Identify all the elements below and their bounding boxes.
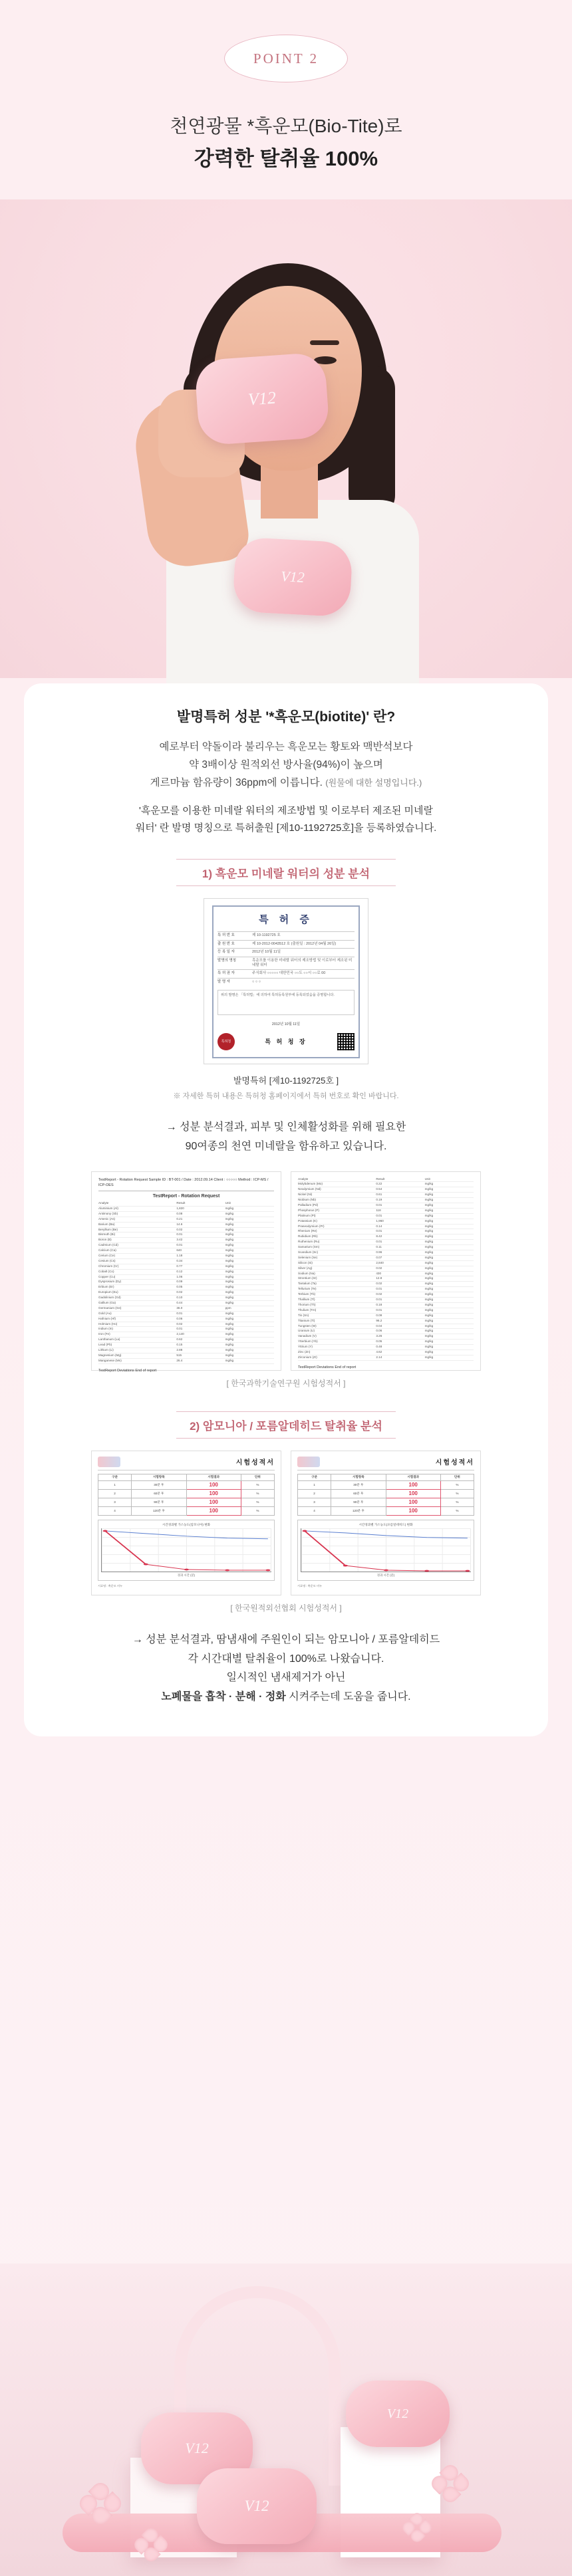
soap-logo-text: V12 [185,2440,209,2456]
soap-logo-text: V12 [247,388,277,410]
table-row: Tin (Sn) 0.09 mg/kg [298,1314,474,1319]
highlight-rate: 100 [186,1489,241,1498]
certificate-wrap [51,898,521,1064]
table-row: Palladium (Pd) 0.01 mg/kg [298,1203,474,1209]
table-row: Dysprosium (Dy) 0.09 mg/kg [98,1280,274,1285]
table-row: Uranium (U) 0.06 mg/kg [298,1329,474,1334]
chart-svg [102,1528,271,1572]
table-row: Strontium (Sr) 12.8 mg/kg [298,1276,474,1282]
certificate-date: 2012년 10월 11일 [271,1022,301,1027]
section-1-title: 1) 흑운모 미네랄 워터의 성분 분석 [176,859,396,886]
table-row: Platinum (Pt) 0.01 mg/kg [298,1214,474,1219]
table-row: Gold (Au) 0.01 mg/kg [98,1312,274,1317]
certificate-title: 특 허 증 [259,914,313,926]
table-row: Niobium (Nb) 0.19 mg/kg [298,1198,474,1203]
table-row: Beryllium (Be) 0.02 mg/kg [98,1228,274,1233]
table-row: Titanium (Ti) 96.2 mg/kg [298,1319,474,1324]
chart-plot-area [101,1528,271,1572]
certificate-caption: 발명특허 [제10-1192725호 ] [233,1075,339,1086]
certificate-row [217,978,355,986]
highlight-rate: 100 [386,1498,440,1506]
certificate-row [217,969,355,977]
lab-report-caption: [ 한국과학기술연구원 시험성적서 ] [226,1378,346,1388]
table-row: Phosphorus (P) 118 mg/kg [298,1209,474,1214]
table-row: Bismuth (Bi) 0.01 mg/kg [98,1232,274,1238]
table-row: Tantalum (Ta) 0.02 mg/kg [298,1282,474,1287]
report-header-row [298,1177,474,1183]
report-rows-right [298,1177,474,1361]
soap-logo-text: V12 [280,568,305,586]
table-row: Praseodymium (Pr) 0.14 mg/kg [298,1225,474,1230]
table-row: Sodium (Na) 430 mg/kg [298,1272,474,1277]
section-1-conclusion-line-2: 90여종의 천연 미네랄을 함유하고 있습니다. [185,1140,387,1152]
certificate-row [217,940,355,948]
table-row: Yttrium (Y) 0.48 mg/kg [298,1345,474,1350]
report-rows-left [98,1201,274,1364]
lab-report-left [91,1171,281,1371]
certificate-row-value: 주식회사 ○○○○○ 대한민국 ○○도 ○○시 ○○로 00 [252,971,326,976]
card-title: 발명특허 성분 '*흑운모(biotite)' 란? [176,709,396,725]
highlight-rate: 100 [386,1480,440,1489]
test-report-caption: [ 한국원적외선협회 시험성적서 ] [230,1603,342,1613]
test-report-notes [98,1584,275,1588]
patent-certificate [204,898,368,1064]
table-row: Indium (In) 0.01 mg/kg [98,1327,274,1332]
col-analyte: Analyte [98,1201,109,1205]
table-row: Zinc (Zn) 4.62 mg/kg [298,1350,474,1355]
table-row: 3 90분 후 100 % [298,1498,474,1506]
hero-model-photo [0,199,572,678]
certificate-row-key: 특 허 번 호 [217,933,235,938]
test-report-ammonia [91,1451,281,1595]
col-analyte: Analyte [298,1177,309,1181]
page-title [0,112,572,175]
table-row: 1 30분 후 100 % [298,1480,474,1489]
col-unit: Unit [424,1177,430,1181]
report-header-row [98,1201,274,1207]
conclusion-line-4 [51,1688,521,1707]
headline-line-1: 천연광물 *흑운모(Bio-Tite)로 [170,116,402,136]
table-row: Vanadium (V) 3.26 mg/kg [298,1334,474,1340]
table-row: Thulium (Tm) 0.01 mg/kg [298,1308,474,1314]
table-row: Chromium (Cr) 0.77 mg/kg [98,1264,274,1270]
table-row: Gallium (Ga) 0.44 mg/kg [98,1301,274,1306]
table-row: Copper (Cu) 1.06 mg/kg [98,1275,274,1280]
info-card [24,683,548,1736]
card-body-note: (원물에 대한 설명입니다.) [325,778,422,788]
table-header-row: 구분 시험항목 시험결과 단위 [98,1474,275,1480]
lab-report-right [291,1171,481,1371]
highlight-rate: 100 [386,1506,440,1515]
certificate-row-value: 2012년 10월 11일 [252,950,281,955]
deodorization-test-pair [51,1451,521,1595]
table-row: Selenium (Se) 0.07 mg/kg [298,1256,474,1261]
cherry-blossom-icon [134,2528,168,2561]
certificate-stamp-row [217,1033,355,1050]
table-row: Scandium (Sc) 0.96 mg/kg [298,1250,474,1256]
table-row: Cobalt (Co) 0.12 mg/kg [98,1270,274,1275]
certificate-row [217,931,355,939]
certificate-row [217,948,355,956]
table-row: Barium (Ba) 14.6 mg/kg [98,1223,274,1228]
table-row: Lithium (Li) 2.88 mg/kg [98,1348,274,1353]
col-result: Result [376,1177,385,1181]
table-row: Boron (B) 3.42 mg/kg [98,1238,274,1243]
chart-ammonia [98,1520,275,1581]
section-1-conclusion-line-1: → 성분 분석결과, 피부 및 인체활성화를 위해 필요한 [166,1121,406,1133]
conclusion-line-3: 일시적인 냄새제거가 아닌 [226,1672,346,1684]
note-subject: 시료명 : 흑운모 비누 [297,1583,323,1587]
table-row: Arsenic (As) 0.21 mg/kg [98,1217,274,1223]
table-row: Europium (Eu) 0.02 mg/kg [98,1290,274,1296]
table-row: Tellurium (Te) 0.01 mg/kg [298,1287,474,1292]
table-row: Nickel (Ni) 0.61 mg/kg [298,1193,474,1198]
table-row: Samarium (Sm) 0.11 mg/kg [298,1245,474,1250]
table-row: Erbium (Er) 0.05 mg/kg [98,1285,274,1290]
table-row: Neodymium (Nd) 0.54 mg/kg [298,1187,474,1193]
soap-logo-text: V12 [244,2498,269,2514]
highlight-rate: 100 [386,1489,440,1498]
chart-title: 시간경과별 가스농도(포름알데히드) 변화 [358,1522,413,1526]
test-report-formaldehyde [291,1451,481,1595]
test-report-header [297,1457,474,1470]
chart-svg [301,1528,471,1572]
table-row: Potassium (K) 1,960 mg/kg [298,1219,474,1225]
test-report-header [98,1457,275,1470]
chart-x-axis-label: 경과 시간 (분) [376,1573,395,1577]
table-row: Ytterbium (Yb) 0.05 mg/kg [298,1340,474,1345]
test-report-notes [297,1584,474,1588]
model-eyebrow [310,340,339,345]
patent-line-2: 워터' 란 발명 명칭으로 특허출원 [제10-1192725호]을 등록하였습니다. [135,822,437,834]
table-row: 1 30분 후 100 % [98,1480,275,1489]
table-row: 2 60분 후 100 % [298,1489,474,1498]
table-row: Holmium (Ho) 0.02 mg/kg [98,1322,274,1328]
conclusion-line-2: 각 시간대별 탈취율이 100%로 나왔습니다. [188,1653,384,1665]
test-result-table-ammonia [98,1474,275,1516]
table-row: 4 120분 후 100 % [298,1506,474,1515]
association-logo-icon [297,1457,320,1467]
table-row: Silver (Ag) 0.02 mg/kg [298,1266,474,1272]
table-row: Manganese (Mn) 26.4 mg/kg [98,1359,274,1364]
product-showcase [0,2264,572,2576]
conclusion-strong: 노폐물을 흡착 · 분해 · 정화 [161,1691,286,1703]
certificate-body-text: 위의 발명은 「특허법」에 의하여 특허등록원부에 등록되었음을 증명합니다. [217,990,355,1015]
table-row: Silicon (Si) 2,840 mg/kg [298,1261,474,1266]
association-logo-icon [98,1457,120,1467]
table-row: Antimony (Sb) 0.08 mg/kg [98,1212,274,1217]
card-body-line-3: 게르마늄 함유량이 36ppm에 이릅니다. [150,777,323,789]
table-row: 4 120분 후 100 % [98,1506,275,1515]
highlight-rate: 100 [186,1480,241,1489]
certificate-row-value: ○ ○ ○ [252,979,261,984]
card-body-line-1: 예로부터 약돌이라 불리우는 흑운모는 황토와 맥반석보다 [159,741,413,753]
col-unit: Unit [225,1201,231,1205]
chart-plot-area [301,1528,471,1572]
card-body-line-2: 약 3배이상 원적외선 방사율(94%)이 높으며 [189,759,383,771]
table-row: 2 60분 후 100 % [98,1489,275,1498]
conclusion-rest: 시켜주는데 도움을 줍니다. [285,1691,411,1703]
table-row: Ruthenium (Ru) 0.01 mg/kg [298,1240,474,1245]
table-row: Gadolinium (Gd) 0.10 mg/kg [98,1296,274,1301]
certificate-row-value: 제 10-2012-0043512 호 (출원일 : 2012년 04월 26일) [252,941,337,946]
soap-bar-lower [232,536,353,617]
table-row: Lead (Pb) 0.15 mg/kg [98,1343,274,1348]
note-subject: 시료명 : 흑운모 비누 [98,1583,123,1587]
product-soap-front [197,2468,317,2544]
headline-line-2: 강력한 탈취율 100% [194,147,378,171]
report-title: TestReport - Rotation Request [152,1194,220,1199]
certificate-row-key: 출 원 번 호 [217,941,235,946]
table-row: Calcium (Ca) 640 mg/kg [98,1248,274,1254]
test-report-title: 시험성적서 [235,1459,275,1467]
table-row: Tungsten (W) 0.04 mg/kg [298,1324,474,1330]
chart-formaldehyde [297,1520,474,1581]
certificate-frame [212,905,360,1058]
certificate-row [217,957,355,970]
table-row: Magnesium (Mg) 515 mg/kg [98,1353,274,1359]
certificate-row-key: 등 록 일 자 [217,950,235,955]
soap-bar-in-hand [194,352,330,445]
highlight-rate: 100 [186,1506,241,1515]
certificate-row-key: 특 허 권 자 [217,971,235,976]
section-2-title: 2) 암모니아 / 포름알데히드 탈취율 분석 [176,1411,396,1439]
certificate-row-key: 발 명 자 [217,979,230,984]
report-head: TestReport - Rotation Request Sample ID : BT-001 / Date : 2012.09.14 Client : ○○○○○ Method : ICP-MS / ICP-OES [98,1177,274,1192]
official-seal-icon: 특허청 [217,1033,235,1050]
cherry-blossom-icon [402,2513,431,2541]
cherry-blossom-icon [80,2483,121,2524]
card-patent-text [51,802,521,836]
certificate-row-key: 발명의 명칭 [217,958,237,963]
card-body [51,738,521,792]
table-row: Cerium (Ce) 1.18 mg/kg [98,1254,274,1259]
product-soap-right [346,2381,450,2447]
table-row: Cadmium (Cd) 0.01 mg/kg [98,1243,274,1248]
table-row: Aluminium (Al) 1,820 mg/kg [98,1207,274,1212]
soap-logo-text: V12 [386,2406,409,2421]
table-row: Rubidium (Rb) 8.42 mg/kg [298,1234,474,1240]
patent-line-1: '흑운모를 이용한 미네랄 워터의 제조방법 및 이로부터 제조된 미네랄 [139,805,433,817]
table-row: Molybdenum (Mo) 0.22 mg/kg [298,1182,474,1187]
cherry-blossom-icon [432,2465,469,2502]
table-row: 3 90분 후 100 % [98,1498,275,1506]
chart-x-axis-label: 경과 시간 (분) [177,1573,196,1577]
section-2-conclusion [51,1631,521,1707]
qr-code-icon [337,1033,355,1050]
col-result: Result [176,1201,186,1205]
table-row: Terbium (Tb) 0.02 mg/kg [298,1292,474,1298]
conclusion-line-1: → 성분 분석결과, 땀냄새에 주원인이 되는 암모니아 / 포름알데히드 [132,1633,440,1645]
table-row: Thorium (Th) 0.18 mg/kg [298,1303,474,1308]
table-row: Hafnium (Hf) 0.06 mg/kg [98,1317,274,1322]
certificate-row-value: 흑운모를 이용한 미네랄 워터의 제조방법 및 이로부터 제조된 미네랄 워터 [252,958,353,968]
certificate-office: 특 허 청 장 [265,1038,307,1046]
lab-report-pair [51,1171,521,1371]
point-badge: POINT 2 [224,35,348,82]
table-row: Germanium (Ge) 36.0 ppm [98,1306,274,1312]
chart-title: 시간경과별 가스농도(암모니아) 변화 [162,1522,211,1526]
report-footer: TestReport Deviations End of report [98,1368,157,1373]
test-report-title: 시험성적서 [435,1459,474,1467]
table-header-row: 구분 시험항목 시험결과 단위 [298,1474,474,1480]
certificate-note: ※ 자세한 특허 내용은 특허청 홈페이지에서 특허 번호로 확인 바랍니다. [173,1092,399,1100]
report-footer: TestReport Deviations End of report [298,1365,357,1369]
table-row: Rhenium (Re) 0.01 mg/kg [298,1229,474,1234]
test-result-table-formaldehyde [297,1474,474,1516]
certificate-row-value: 제 10-1192725 호 [252,933,281,938]
table-row: Zirconium (Zr) 2.14 mg/kg [298,1355,474,1361]
section-1-conclusion [51,1118,521,1157]
table-row: Thallium (Tl) 0.01 mg/kg [298,1298,474,1303]
table-row: Lanthanum (La) 0.62 mg/kg [98,1338,274,1343]
highlight-rate: 100 [186,1498,241,1506]
table-row: Cesium (Cs) 0.34 mg/kg [98,1259,274,1264]
table-row: Iron (Fe) 2,140 mg/kg [98,1332,274,1338]
